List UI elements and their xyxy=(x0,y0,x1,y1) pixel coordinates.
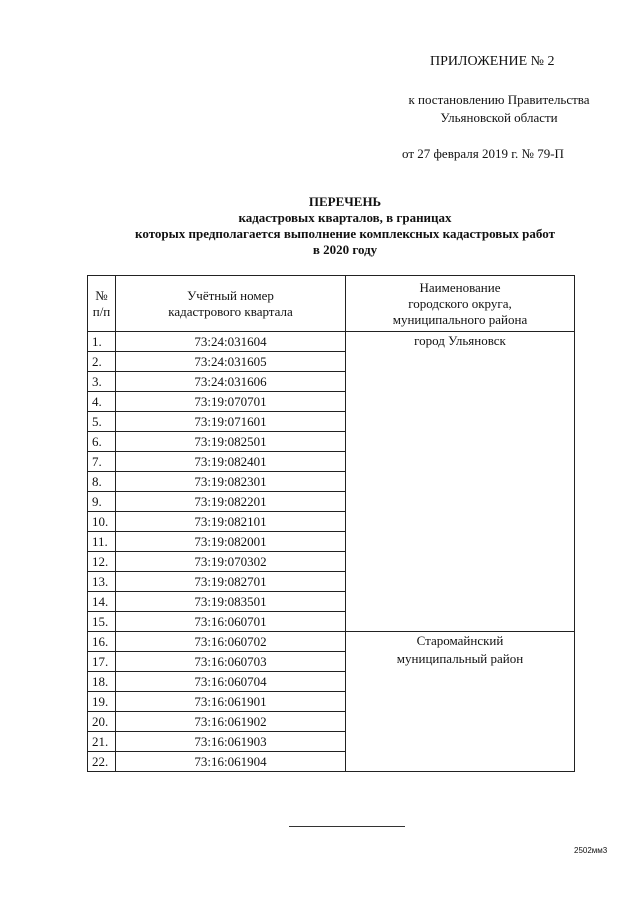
row-number: 11. xyxy=(88,532,116,552)
row-number: 16. xyxy=(88,632,116,652)
header-region-line-1: Наименование xyxy=(419,279,501,295)
row-number: 14. xyxy=(88,592,116,612)
cadastral-code: 73:19:082101 xyxy=(116,512,346,532)
cadastral-code: 73:16:061901 xyxy=(116,692,346,712)
footer-code: 2502мм3 xyxy=(574,846,608,855)
row-number: 18. xyxy=(88,672,116,692)
table-body xyxy=(88,332,575,772)
title-line-1: ПЕРЕЧЕНЬ xyxy=(308,194,382,209)
cadastral-code: 73:19:082301 xyxy=(116,472,346,492)
cadastral-code: 73:16:060703 xyxy=(116,652,346,672)
cadastral-code: 73:19:082001 xyxy=(116,532,346,552)
row-number: 6. xyxy=(88,432,116,452)
table-header-row xyxy=(88,276,575,332)
cadastral-code: 73:16:061902 xyxy=(116,712,346,732)
header-code-line-1: Учётный номер xyxy=(187,287,274,303)
row-number: 9. xyxy=(88,492,116,512)
decree-date: от 27 февраля 2019 г. № 79-П xyxy=(402,146,564,161)
cadastral-code: 73:24:031605 xyxy=(116,352,346,372)
header-region xyxy=(346,276,575,332)
cadastral-code: 73:19:082501 xyxy=(116,432,346,452)
cadastral-table xyxy=(87,275,575,772)
row-number: 17. xyxy=(88,652,116,672)
cadastral-code: 73:19:082201 xyxy=(116,492,346,512)
cadastral-code: 73:16:061903 xyxy=(116,732,346,752)
row-number: 21. xyxy=(88,732,116,752)
cadastral-code: 73:19:083501 xyxy=(116,592,346,612)
cadastral-code: 73:24:031604 xyxy=(116,332,346,352)
decree-line-2: Ульяновской области xyxy=(440,110,558,125)
cadastral-code: 73:19:070701 xyxy=(116,392,346,412)
row-number: 22. xyxy=(88,752,116,772)
cadastral-code: 73:19:071601 xyxy=(116,412,346,432)
row-number: 19. xyxy=(88,692,116,712)
signature-line xyxy=(289,826,405,827)
row-number: 10. xyxy=(88,512,116,532)
header-code xyxy=(116,276,346,332)
decree-reference xyxy=(388,91,610,127)
table-row xyxy=(88,632,575,652)
row-number: 8. xyxy=(88,472,116,492)
title-line-3: которых предполагается выполнение комплексных кадастровых работ xyxy=(135,226,555,241)
cadastral-code: 73:19:070302 xyxy=(116,552,346,572)
table-row xyxy=(88,332,575,352)
decree-line-1: к постановлению Правительства xyxy=(408,92,590,107)
cadastral-code: 73:24:031606 xyxy=(116,372,346,392)
title-line-4: в 2020 году xyxy=(312,242,378,257)
appendix-label: ПРИЛОЖЕНИЕ № 2 xyxy=(430,54,555,69)
row-number: 13. xyxy=(88,572,116,592)
row-number: 4. xyxy=(88,392,116,412)
row-number: 3. xyxy=(88,372,116,392)
header-num-line-1: № xyxy=(95,287,108,303)
header-code-line-2: кадастрового квартала xyxy=(168,303,293,319)
region-2-line-2: муниципальный район xyxy=(396,651,524,666)
region-2-line-1: Старомайнский xyxy=(416,633,504,648)
document-title xyxy=(80,194,610,258)
row-number: 15. xyxy=(88,612,116,632)
header-region-line-3: муниципального района xyxy=(392,311,528,327)
row-number: 12. xyxy=(88,552,116,572)
cadastral-code: 73:16:060702 xyxy=(116,632,346,652)
header-region-line-2: городского округа, xyxy=(408,295,512,311)
header-num xyxy=(88,276,116,332)
row-number: 5. xyxy=(88,412,116,432)
cadastral-code: 73:19:082401 xyxy=(116,452,346,472)
row-number: 7. xyxy=(88,452,116,472)
region-staromainsky xyxy=(346,632,575,772)
cadastral-code: 73:16:060704 xyxy=(116,672,346,692)
header-num-line-2: п/п xyxy=(92,303,111,319)
row-number: 1. xyxy=(88,332,116,352)
cadastral-code: 73:16:060701 xyxy=(116,612,346,632)
row-number: 20. xyxy=(88,712,116,732)
row-number: 2. xyxy=(88,352,116,372)
region-ulyanovsk: город Ульяновск xyxy=(346,332,575,632)
cadastral-code: 73:16:061904 xyxy=(116,752,346,772)
title-line-2: кадастровых кварталов, в границах xyxy=(238,210,452,225)
cadastral-code: 73:19:082701 xyxy=(116,572,346,592)
